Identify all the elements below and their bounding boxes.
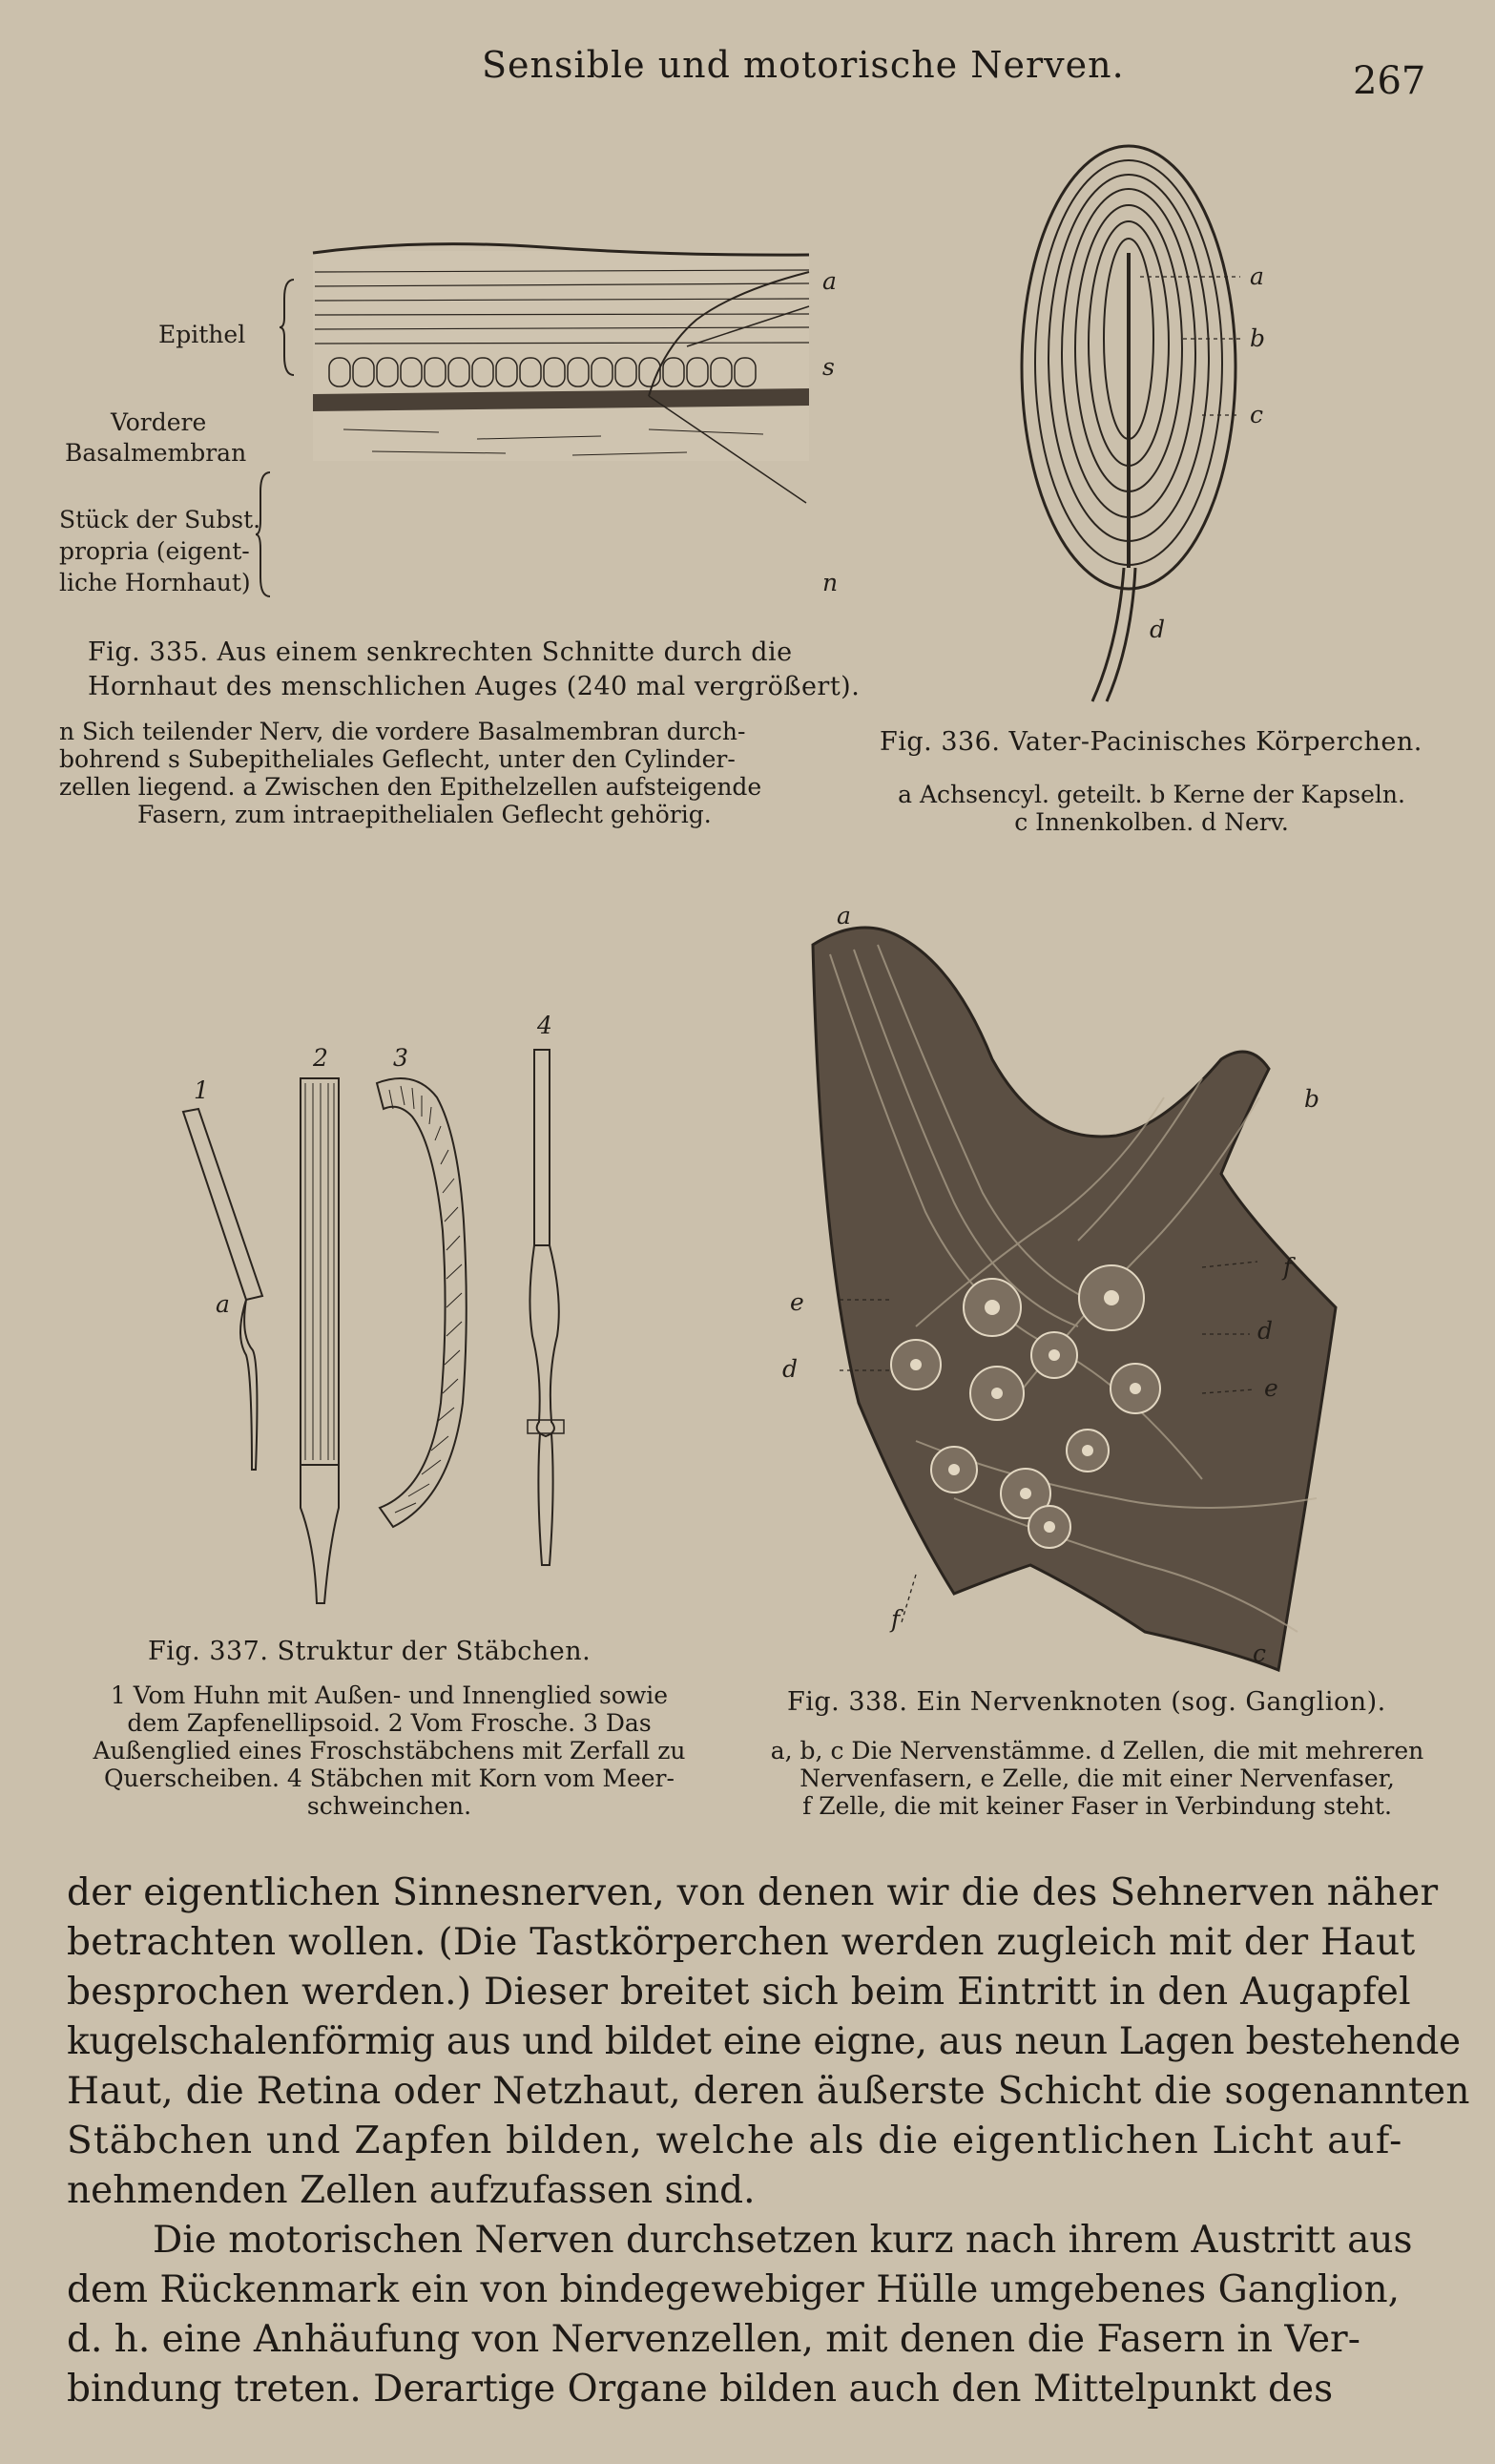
label-basalmembran: Basalmembran bbox=[65, 439, 247, 467]
body-line: besprochen werden.) Dieser breitet sich beim Eintritt in den Augapfel bbox=[67, 1971, 1411, 2014]
fig335-caption-line1: Fig. 335. Aus einem senkrechten Schnitte durch die bbox=[88, 637, 793, 667]
legend-line: Querscheiben. 4 Stäbchen mit Korn vom Meer- bbox=[104, 1764, 675, 1792]
legend-line: f Zelle, die mit keiner Faser in Verbindung steht. bbox=[802, 1792, 1392, 1820]
fig338-label-e-right: e bbox=[1264, 1374, 1278, 1402]
rod-structure-illustration bbox=[172, 1012, 572, 1584]
fig336-caption: Fig. 336. Vater-Pacinisches Körperchen. bbox=[880, 727, 1422, 757]
fig336-label-d: d bbox=[1150, 616, 1166, 643]
legend-line: dem Zapfenellipsoid. 2 Vom Frosche. 3 Das bbox=[127, 1709, 652, 1737]
label-hornhaut: liche Hornhaut) bbox=[59, 569, 251, 596]
legend-line: Fasern, zum intraepithelialen Geflecht gehörig. bbox=[137, 801, 712, 828]
body-line: bindung treten. Derartige Organe bilden auch den Mittelpunkt des bbox=[67, 2368, 1334, 2411]
fig338-label-a: a bbox=[837, 902, 851, 929]
ganglion-illustration bbox=[801, 907, 1355, 1689]
body-line: der eigentlichen Sinnesnerven, von denen wir die des Sehnerven näher bbox=[67, 1871, 1439, 1914]
legend-line: bohrend s Subepitheliales Geflecht, unter den Cylinder- bbox=[59, 745, 736, 773]
legend-line: a Achsencyl. geteilt. b Kerne der Kapseln. bbox=[898, 781, 1405, 808]
fig338-label-f-right: f bbox=[1283, 1253, 1293, 1281]
fig337-label-4: 4 bbox=[537, 1012, 552, 1039]
fig336-legend bbox=[880, 781, 1423, 836]
fig338-label-f-bottom: f bbox=[891, 1605, 901, 1633]
body-text bbox=[67, 1869, 1470, 2414]
legend-line: Außenglied eines Froschstäbchens mit Zerfall zu bbox=[93, 1737, 686, 1764]
legend-line: schweinchen. bbox=[306, 1792, 472, 1820]
legend-line: c Innenkolben. d Nerv. bbox=[1014, 808, 1289, 836]
legend-line: zellen liegend. a Zwischen den Epithelzellen aufsteigende bbox=[59, 773, 762, 801]
body-line: Stäbchen und Zapfen bilden, welche als die eigentlichen Licht auf- bbox=[67, 2119, 1403, 2162]
label-stueck: Stück der Subst. bbox=[59, 506, 261, 533]
fig336-label-b: b bbox=[1250, 324, 1266, 352]
label-epithel: Epithel bbox=[158, 321, 246, 348]
body-line: Haut, die Retina oder Netzhaut, deren äußerste Schicht die sogenannten bbox=[67, 2070, 1470, 2113]
fig336-label-c: c bbox=[1250, 401, 1264, 428]
fig338-label-c: c bbox=[1253, 1639, 1267, 1667]
legend-line: 1 Vom Huhn mit Außen- und Innenglied sowie bbox=[110, 1681, 669, 1709]
fig338-label-d-left: d bbox=[782, 1355, 799, 1383]
label-a: a bbox=[822, 267, 837, 295]
fig335-legend bbox=[59, 718, 761, 828]
propria-brace bbox=[256, 468, 275, 601]
body-line: kugelschalenförmig aus und bildet eine eigne, aus neun Lagen bestehende bbox=[67, 2020, 1461, 2063]
body-line: dem Rückenmark ein von bindegewebiger Hülle umgebenes Ganglion, bbox=[67, 2268, 1400, 2311]
fig335-caption-line2: Hornhaut des menschlichen Auges (240 mal vergrößert). bbox=[88, 672, 861, 701]
body-line: nehmenden Zellen aufzufassen sind. bbox=[67, 2169, 756, 2212]
legend-line: n Sich teilender Nerv, die vordere Basalmembran durch- bbox=[59, 718, 746, 745]
fig337-label-3: 3 bbox=[393, 1044, 408, 1072]
fig336-label-a: a bbox=[1250, 262, 1264, 290]
fig337-label-1: 1 bbox=[194, 1076, 209, 1104]
legend-line: Nervenfasern, e Zelle, die mit einer Nervenfaser, bbox=[799, 1764, 1395, 1792]
fig337-label-a: a bbox=[216, 1290, 230, 1318]
fig337-label-2: 2 bbox=[313, 1044, 328, 1072]
body-line: Die motorischen Nerven durchsetzen kurz nach ihrem Austritt aus bbox=[153, 2219, 1413, 2262]
label-s: s bbox=[822, 353, 835, 381]
epithel-brace bbox=[280, 275, 299, 380]
page-number: 267 bbox=[1353, 59, 1426, 103]
body-line: betrachten wollen. (Die Tastkörperchen werden zugleich mit der Haut bbox=[67, 1921, 1416, 1964]
pacinian-corpuscle-illustration bbox=[1011, 148, 1259, 720]
label-vordere: Vordere bbox=[111, 408, 207, 436]
running-header: Sensible und motorische Nerven. bbox=[482, 44, 1125, 86]
body-line: d. h. eine Anhäufung von Nervenzellen, mit denen die Fasern in Ver- bbox=[67, 2318, 1360, 2361]
legend-line: a, b, c Die Nervenstämme. d Zellen, die mit mehreren bbox=[770, 1737, 1424, 1764]
fig337-caption: Fig. 337. Struktur der Stäbchen. bbox=[148, 1637, 592, 1666]
fig338-legend bbox=[754, 1737, 1441, 1820]
label-propria: propria (eigent- bbox=[59, 537, 250, 565]
fig338-caption: Fig. 338. Ein Nervenknoten (sog. Ganglion). bbox=[787, 1687, 1386, 1717]
fig337-legend bbox=[65, 1681, 714, 1820]
cornea-section-illustration bbox=[286, 234, 820, 482]
fig338-label-e-left: e bbox=[790, 1288, 804, 1316]
fig338-label-d-right: d bbox=[1257, 1317, 1274, 1345]
fig338-label-b: b bbox=[1304, 1085, 1320, 1113]
label-n: n bbox=[822, 569, 839, 596]
